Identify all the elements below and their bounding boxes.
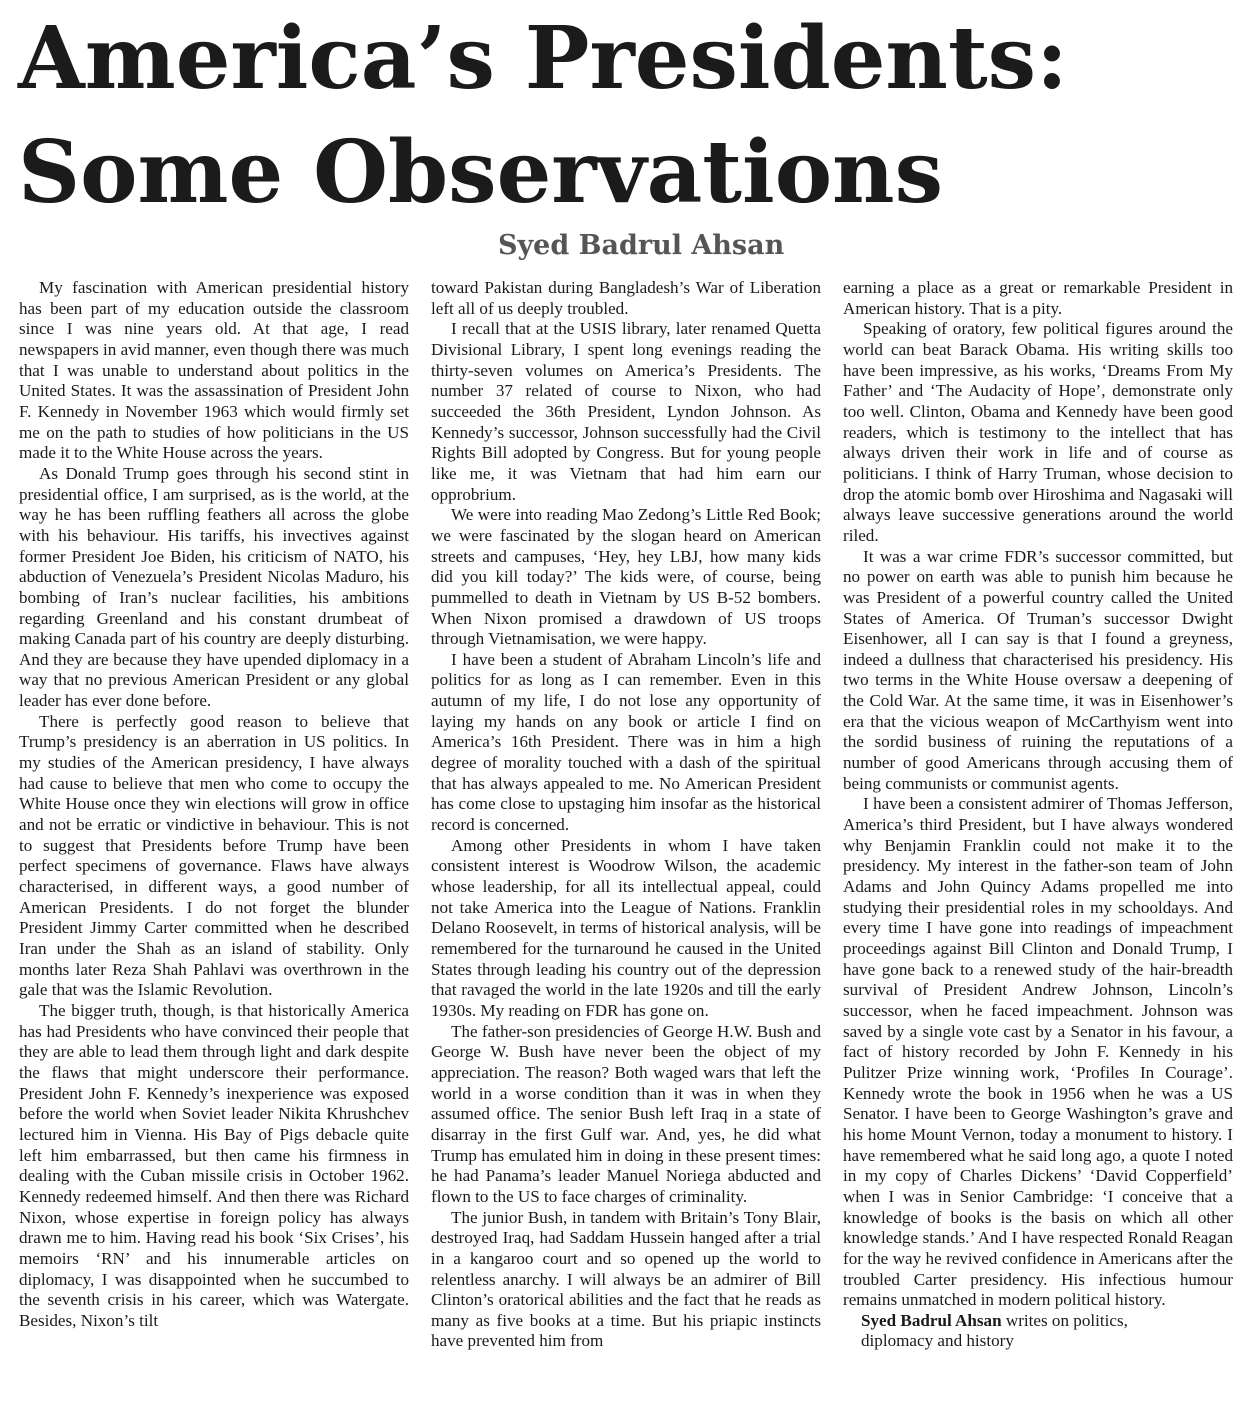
headline-line-1: America’s Presidents: — [18, 8, 1068, 109]
headline-line-2: Some Observations — [18, 122, 944, 223]
paragraph: Speaking of oratory, few political figures around the world can beat Barack Obama. His writing skills too have been impressive, as his works, ‘Dreams From My Father’ and ‘The Audacity of Hope’, demonstrate only too well. Clinton, Obama and Kennedy have been good readers, which is testimony to the intellect that has always driven their work in life and of course as politicians. I think of Harry Truman, whose decision to drop the atomic bomb over Hiroshima and Nagasaki will always leave successive generations around the world riled. — [843, 319, 1233, 545]
column-2 — [431, 278, 821, 1352]
paragraph: We were into reading Mao Zedong’s Little Red Book; we were fascinated by the slogan heard on American streets and campuses, ‘Hey, hey LBJ, how many kids did you kill today?’ The kids were, of course, being pummelled to death in Vietnam by US B-52 bombers. When Nixon promised a drawdown of US troops through Vietnamisation, we were happy. — [431, 505, 821, 649]
headline — [18, 2, 1238, 230]
paragraph: I recall that at the USIS library, later renamed Quetta Divisional Library, I spent long evenings reading the thirty-seven volumes on America’s Presidents. The number 37 related of course to Nixon, who had succeeded the 36th President, Lyndon Johnson. As Kennedy’s successor, Johnson successfully had the Civil Rights Bill adopted by Congress. But for young people like me, it was Vietnam that had him earn our opprobrium. — [431, 319, 821, 504]
paragraph: The junior Bush, in tandem with Britain’s Tony Blair, destroyed Iraq, had Saddam Hussein hanged after a trial in a kangaroo court and so opened up the world to relentless anarchy. I will always be an admirer of Bill Clinton’s oratorical abilities and the fact that he reads as many as five books at a time. But his priapic instincts have prevented him from — [431, 1207, 821, 1351]
paragraph: I have been a consistent admirer of Thomas Jefferson, America’s third President, but I have always wondered why Benjamin Franklin could not make it to the presidency. My interest in the father-son team of John Adams and John Quincy Adams propelled me into studying their presidential roles in my schooldays. And every time I have gone into readings of impeachment proceedings against Bill Clinton and Donald Trump, I have gone back to a renewed study of the hair-breadth survival of President Andrew Johnson, Lincoln’s successor, when he faced impeachment. Johnson was saved by a single vote cast by a Senator in his favour, a fact of history recorded by John F. Kennedy in his Pulitzer Prize winning work, ‘Profiles In Courage’. Kennedy wrote the book in 1956 when he was a US Senator. I have been to George Washington’s grave and his home Mount Vernon, today a monument to history. I have remembered what he said long ago, a quote I noted in my copy of Charles Dickens’ ‘David Copperfield’ when I was in Senior Cambridge: ‘I conceive that a knowledge of books is the basis on which all other knowledge stands.’ And I have respected Ronald Reagan for the way he revived confidence in Americans after the troubled Carter presidency. His infectious humour remains unmatched in modern political history. — [843, 794, 1233, 1310]
paragraph: Among other Presidents in whom I have taken consistent interest is Woodrow Wilson, the academic whose leadership, for all its intellectual appeal, could not take America into the League of Nations. Franklin Delano Roosevelt, in terms of historical analysis, will be remembered for the turnaround he caused in the United States through leading his country out of the depression that ravaged the world in the late 1920s and till the early 1930s. My reading on FDR has gone on. — [431, 835, 821, 1020]
author-bio-line-2: diplomacy and history — [861, 1331, 1014, 1351]
column-3 — [843, 278, 1233, 1352]
paragraph: The father-son presidencies of George H.W. Bush and George W. Bush have never been the object of my appreciation. The reason? Both waged wars that left the world in a worse condition than it was in when they assumed office. The senior Bush left Iraq in a state of disarray in the first Gulf war. And, yes, he did what Trump has emulated him in doing in these present times: he had Panama’s leader Manuel Noriega abducted and flown to the US to face charges of criminality. — [431, 1021, 821, 1206]
author-bio-line-1: writes on politics, — [1001, 1310, 1128, 1330]
paragraph: I have been a student of Abraham Lincoln’s life and politics for as long as I can remember. Even in this autumn of my life, I do not lose any opportunity of laying my hands on any book or article I find on America’s 16th President. There was in him a high degree of morality touched with a dash of the spiritual that has always appealed to me. No American President has come close to upstaging him insofar as the historical record is concerned. — [431, 649, 821, 835]
author-bio-name: Syed Badrul Ahsan — [861, 1310, 1002, 1330]
paragraph: The bigger truth, though, is that historically America has had Presidents who have convinced their people that they are able to lead them through light and dark despite the flaws that might underscore their performance. President John F. Kennedy’s inexperience was exposed before the world when Soviet leader Nikita Khrushchev lectured him in Vienna. His Bay of Pigs debacle quite left him embarrassed, but then came his firmness in dealing with the Cuban missile crisis in October 1962. Kennedy redeemed himself. And then there was Richard Nixon, whose expertise in foreign policy has always drawn me to him. Having read his book ‘Six Crises’, his memoirs ‘RN’ and his innumerable articles on diplomacy, I was disappointed when he succumbed to the seventh crisis in his career, which was Watergate. Besides, Nixon’s tilt — [19, 1000, 409, 1330]
byline: Syed Badrul Ahsan — [498, 230, 785, 261]
paragraph: My fascination with American presidential history has been part of my education outside the classroom since I was nine years old. At that age, I read newspapers in avid manner, even though there was much that I was unable to understand about politics in the United States. It was the assassination of President John F. Kennedy in November 1963 which would firmly set me on the path to studies of how politicians in the US made it to the White House across the years. — [19, 278, 409, 463]
author-bio — [843, 1311, 1233, 1352]
column-1 — [19, 278, 409, 1331]
paragraph: As Donald Trump goes through his second stint in presidential office, I am surprised, as is the world, at the way he has been ruffling feathers all across the globe with his behaviour. His tariffs, his invectives against former President Joe Biden, his criticism of NATO, his abduction of Venezuela’s President Nicolas Maduro, his bombing of Iran’s nuclear facilities, his ambitions regarding Greenland and his constant drumbeat of making Canada part of his country are deeply disturbing. And they are because they have upended diplomacy in a way that no previous American President or any global leader has ever done before. — [19, 463, 409, 711]
paragraph: It was a war crime FDR’s successor committed, but no power on earth was able to punish him because he was President of a powerful country called the United States of America. Of Truman’s successor Dwight Eisenhower, all I can say is that I found a greyness, indeed a dullness that characterised his presidency. His two terms in the White House oversaw a deepening of the Cold War. At the same time, it was in Eisenhower’s era that the vicious weapon of McCarthyism went into the sordid business of ruining the reputations of a number of good Americans through accusing them of being communists or communist agents. — [843, 546, 1233, 793]
paragraph: There is perfectly good reason to believe that Trump’s presidency is an aberration in US politics. In my studies of the American presidency, I have always had cause to believe that men who come to occupy the White House once they win elections will grow in office and not be erratic or vindictive in behaviour. This is not to suggest that Presidents before Trump have been perfect specimens of governance. Flaws have always characterised, in different ways, a good number of American Presidents. I do not forget the blunder President Jimmy Carter committed when he described Iran under the Shah as an island of stability. Only months later Reza Shah Pahlavi was overthrown in the gale that was the Islamic Revolution. — [19, 711, 409, 1000]
paragraph: toward Pakistan during Bangladesh’s War of Liberation left all of us deeply troubled. — [431, 278, 821, 318]
paragraph: earning a place as a great or remarkable President in American history. That is a pity. — [843, 278, 1233, 318]
